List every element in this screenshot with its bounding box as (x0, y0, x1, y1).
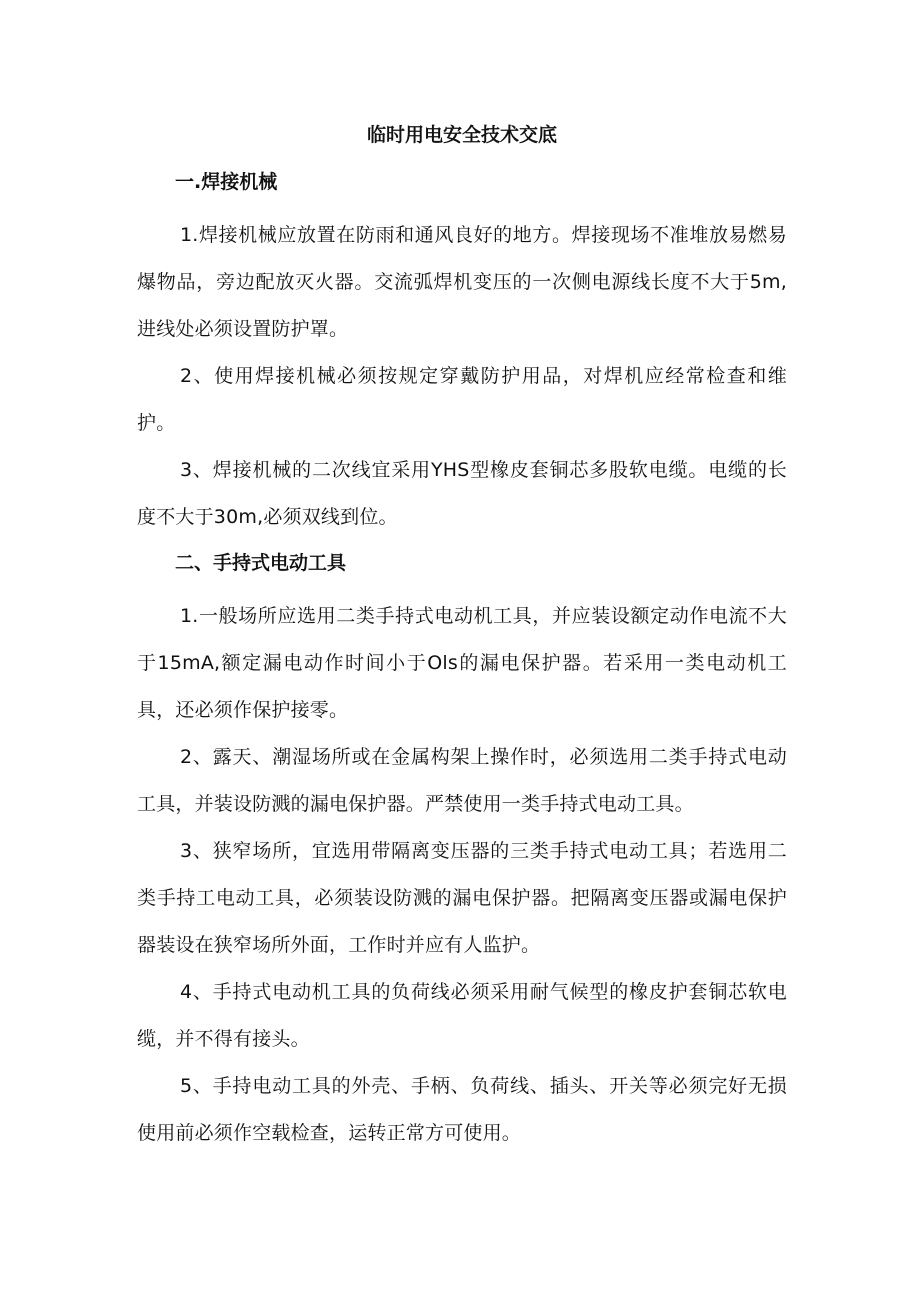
paragraph: 4、手持式电动机工具的负荷线必须采用耐气候型的橡皮护套铜芯软电缆，并不得有接头。 (137, 981, 787, 1050)
paragraph: 1.一般场所应选用二类手持式电动机工具，并应装设额定动作电流不大于15mA,额定漏电动作时间小于Ols的漏电保护器。若采用一类电动机工具，还必须作保护接零。 (137, 605, 787, 721)
paragraph: 2、露天、潮湿场所或在金属构架上操作时，必须选用二类手持式电动工具，并装设防溅的漏电保护器。严禁使用一类手持式电动工具。 (137, 746, 787, 815)
paragraph: 2、使用焊接机械必须按规定穿戴防护用品，对焊机应经常检查和维护。 (137, 365, 787, 434)
paragraph: 3、焊接机械的二次线宜采用YHS型橡皮套铜芯多股软电缆。电缆的长度不大于30m,必须双线到位。 (137, 459, 787, 528)
section-heading-power-tools: 二、手持式电动工具 (175, 552, 347, 574)
section-heading-welding: 一.焊接机械 (175, 171, 278, 193)
document-title: 临时用电安全技术交底 (366, 124, 557, 146)
paragraph: 3、狭窄场所，宜选用带隔离变压器的三类手持式电动工具；若选用二类手持工电动工具，必须装设防溅的漏电保护器。把隔离变压器或漏电保护器装设在狭窄场所外面，工作时并应有人监护。 (137, 840, 787, 956)
paragraph: 5、手持电动工具的外壳、手柄、负荷线、插头、开关等必须完好无损使用前必须作空载检查，运转正常方可使用。 (137, 1075, 787, 1144)
paragraph: 1.焊接机械应放置在防雨和通风良好的地方。焊接现场不准堆放易燃易爆物品，旁边配放灭火器。交流弧焊机变压的一次侧电源线长度不大于5m,进线处必须设置防护罩。 (137, 224, 787, 340)
